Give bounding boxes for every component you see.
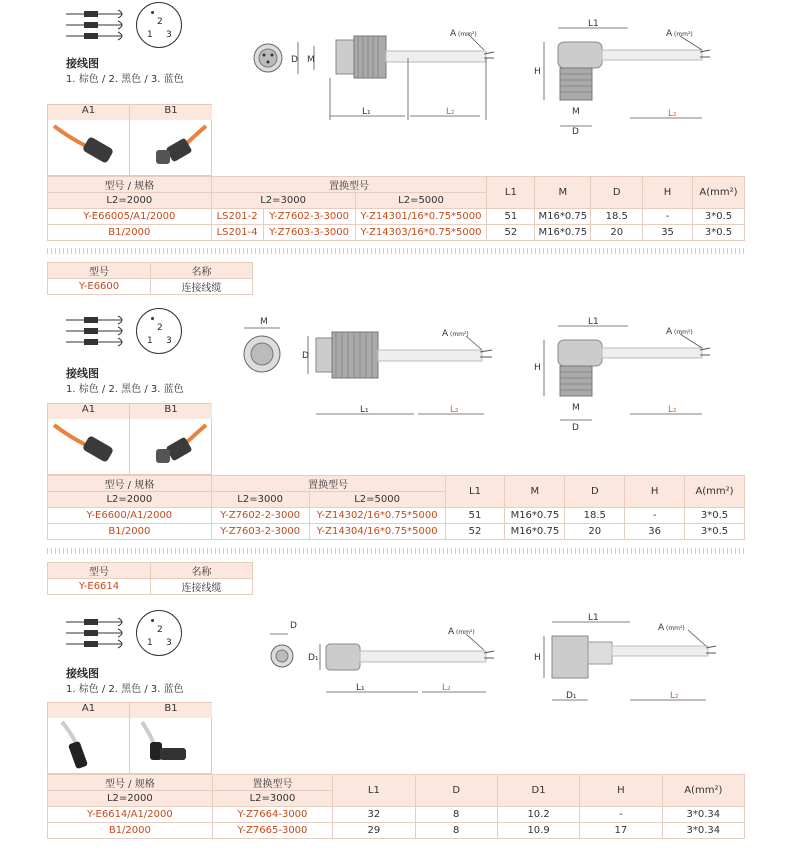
- pin-3: 3: [166, 30, 172, 40]
- image-box: A1 B1: [47, 702, 212, 774]
- angled-dim-h: H: [534, 67, 541, 77]
- angled-dim-a-unit: (mm²): [674, 31, 693, 38]
- svg-text:D: D: [302, 351, 309, 361]
- svg-text:H: H: [534, 363, 541, 373]
- th-h: H: [643, 177, 693, 209]
- cable-photo-a1: [50, 421, 128, 473]
- svg-text:L₂: L₂: [442, 683, 451, 693]
- wiring-title: 接线图: [66, 667, 99, 680]
- spec-table-2: 型号 / 规格 置换型号 L1 M D H A(mm²) L2=2000 L2=3000 L2=5000 Y-E6600/A1/2000 Y-Z7602-2-3000 Y-Z14302/16*0.75*5000 51 M16*0.75 18.5 - 3*0.5 B1/2000 Y-Z7603-2-3000 Y-Z14304/16*0.75*5000 52 M16*0.75 20 36 3*0.5: [47, 475, 745, 540]
- separator: [47, 248, 745, 254]
- angled-dim-a: A: [666, 29, 673, 39]
- dim-d: D: [291, 55, 298, 65]
- svg-text:H: H: [534, 653, 541, 663]
- svg-text:(mm²): (mm²): [666, 625, 685, 632]
- svg-text:A: A: [658, 623, 665, 633]
- angled-connector-drawing: [530, 612, 726, 712]
- image-box: A1 B1: [47, 403, 212, 475]
- th-l2-2000: L2=2000: [48, 193, 212, 209]
- dim-l2: L₂: [446, 107, 455, 117]
- svg-text:A: A: [442, 329, 449, 339]
- table-row: Y-E6614/A1/2000 Y-Z7664-3000 32 8 10.2 - 3*0.34: [48, 807, 745, 823]
- wire-symbol: [62, 314, 128, 348]
- pin-layout: 2 1 3: [136, 610, 182, 656]
- svg-text:L1: L1: [588, 613, 599, 623]
- svg-text:L₂: L₂: [668, 405, 677, 415]
- cable-photo-b1: [132, 720, 210, 772]
- table-row: Y-E66005/A1/2000 LS201-2 Y-Z7602-3-3000 Y-Z14301/16*0.75*5000 51 M16*0.75 18.5 - 3*0.5: [48, 209, 745, 225]
- cable-photo-a1: [50, 720, 128, 772]
- name-table-2: 型号 名称 Y-E6600 连接线缆: [47, 262, 253, 295]
- dim-a: A: [450, 29, 457, 39]
- angled-dim-d: D: [572, 127, 579, 136]
- straight-connector-drawing: [262, 618, 502, 704]
- th-l2-3000: L2=3000: [211, 193, 355, 209]
- svg-text:(mm²): (mm²): [450, 331, 469, 338]
- dim-l1: L₁: [362, 107, 371, 117]
- spec-table-3: 型号 / 规格 置换型号 L1 D D1 H A(mm²) L2=2000 L2=3000 Y-E6614/A1/2000 Y-Z7664-3000 32 8 10.2 - 3*0.34 B1/2000 Y-Z7665-3000 29 8 10.9 17 3*0.34: [47, 774, 745, 839]
- svg-text:(mm²): (mm²): [674, 329, 693, 336]
- dim-a-unit: (mm²): [458, 31, 477, 38]
- svg-text:A: A: [666, 327, 673, 337]
- svg-text:(mm²): (mm²): [456, 629, 475, 636]
- wiring-colors: 1. 棕色 / 2. 黑色 / 3. 蓝色: [66, 684, 184, 695]
- angled-connector-drawing: [530, 314, 726, 432]
- separator: [47, 548, 745, 554]
- table-row: B1/2000 Y-Z7603-2-3000 Y-Z14304/16*0.75*5000 52 M16*0.75 20 36 3*0.5: [48, 524, 745, 540]
- th-m: M: [535, 177, 591, 209]
- svg-text:L₁: L₁: [356, 683, 365, 693]
- svg-text:D₁: D₁: [308, 653, 319, 663]
- pin-2: 2: [157, 17, 163, 27]
- table-row: B1/2000 LS201-4 Y-Z7603-3-3000 Y-Z14303/16*0.75*5000 52 M16*0.75 20 35 3*0.5: [48, 225, 745, 241]
- table-row: Y-E6600/A1/2000 Y-Z7602-2-3000 Y-Z14302/16*0.75*5000 51 M16*0.75 18.5 - 3*0.5: [48, 508, 745, 524]
- wiring-colors: 1. 棕色 / 2. 黑色 / 3. 蓝色: [66, 74, 184, 85]
- th-model: 型号 / 规格: [48, 177, 212, 193]
- svg-text:M: M: [572, 403, 580, 413]
- svg-text:A: A: [448, 627, 455, 637]
- th-replace: 置换型号: [211, 177, 487, 193]
- svg-text:L₁: L₁: [360, 405, 369, 415]
- wire-symbol: [62, 616, 128, 650]
- svg-text:L₂: L₂: [450, 405, 459, 415]
- th-d: D: [591, 177, 643, 209]
- cable-photo-b1: [132, 421, 210, 473]
- svg-text:D₁: D₁: [566, 691, 577, 701]
- th-l1: L1: [487, 177, 535, 209]
- wiring-colors: 1. 棕色 / 2. 黑色 / 3. 蓝色: [66, 384, 184, 395]
- angled-dim-m: M: [572, 107, 580, 117]
- section-3: [0, 562, 790, 852]
- angled-connector-drawing: [530, 18, 726, 136]
- image-label-b1: B1: [130, 105, 212, 120]
- angled-dim-l2: L₂: [668, 109, 677, 119]
- th-l2-5000: L2=5000: [355, 193, 487, 209]
- table-row: B1/2000 Y-Z7665-3000 29 8 10.9 17 3*0.34: [48, 823, 745, 839]
- pin-layout: [136, 2, 182, 48]
- pin-layout: 2 1 3: [136, 308, 182, 354]
- th-a: A(mm²): [692, 177, 744, 209]
- svg-text:L1: L1: [588, 317, 599, 327]
- section-2: [0, 262, 790, 552]
- svg-text:M: M: [260, 317, 268, 327]
- svg-text:D: D: [290, 621, 297, 631]
- straight-connector-drawing: [250, 18, 502, 128]
- svg-text:L₂: L₂: [670, 691, 679, 701]
- wiring-title: 接线图: [66, 57, 99, 70]
- name-table-3: 型号 名称 Y-E6614 连接线缆: [47, 562, 253, 595]
- section-1: [0, 0, 790, 252]
- image-label-a1: A1: [48, 105, 130, 120]
- dim-m: M: [307, 55, 315, 65]
- straight-connector-drawing: [236, 314, 502, 422]
- svg-text:D: D: [572, 423, 579, 432]
- cable-photo-b1: [132, 122, 210, 174]
- spec-table-1: [47, 176, 745, 241]
- angled-dim-l1: L1: [588, 19, 599, 29]
- image-box: [47, 104, 212, 176]
- cable-photo-a1: [50, 122, 128, 174]
- pin-1: 1: [147, 30, 153, 40]
- wiring-title: 接线图: [66, 367, 99, 380]
- wire-symbol: [62, 8, 128, 42]
